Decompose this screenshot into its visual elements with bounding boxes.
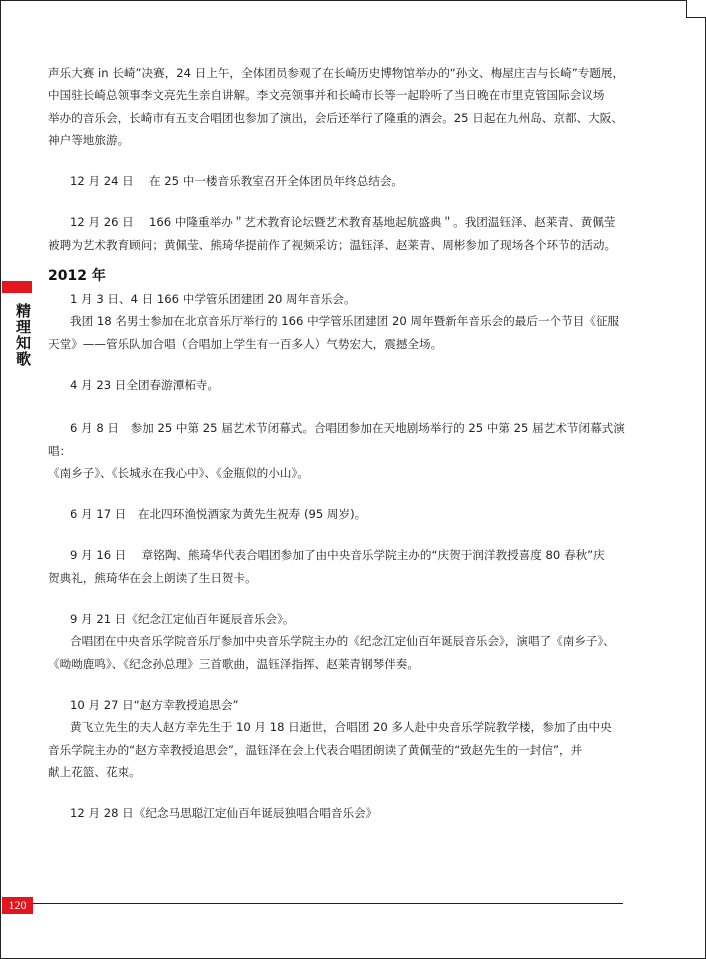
- side-tab-marker: [2, 281, 32, 293]
- text-line: 我团 18 名男士参加在北京音乐厅举行的 166 中学管乐团建团 20 周年暨新年音乐会的最后一个节目《征服: [70, 314, 620, 329]
- text-line: 《呦呦鹿鸣》、《纪念孙总理》三首歌曲，温钰泽指挥、赵莱青钢琴伴奏。: [48, 656, 419, 671]
- text-line: 贺典礼，熊琦华在会上朗读了生日贺卡。: [48, 570, 257, 585]
- text-line: 合唱团在中央音乐学院音乐厅参加中央音乐学院主办的《纪念江定仙百年诞辰音乐会》，演唱了《南乡子》、: [70, 634, 615, 649]
- entry-jun-8: 6 月 8 日 参加 25 中第 25 届艺术节闭幕式。合唱团参加在天地剧场举行的 25 中第 25 届艺术节闭幕式演唱：: [48, 421, 625, 458]
- text-line: 献上花篮、花束。: [48, 764, 141, 779]
- page-body: [48, 62, 626, 824]
- text-line: 天堂》——管乐队加合唱（合唱加上学生有一百多人）气势宏大，震撼全场。: [48, 336, 443, 351]
- corner-mark: [686, 0, 706, 18]
- entry-sep-21: 9 月 21 日《纪念江定仙百年诞辰音乐会》。: [70, 612, 295, 627]
- entry-jan-3: 1 月 3 日、4 日 166 中学管乐团建团 20 周年音乐会。: [70, 292, 356, 307]
- entry-dec-28: 12 月 28 日《纪念马思聪江定仙百年诞辰独唱合唱音乐会》: [70, 806, 378, 821]
- year-heading: 2012 年: [48, 268, 106, 285]
- side-section-title: 精理知歌: [14, 303, 32, 367]
- entry-dec-26: 12 月 26 日 166 中隆重举办＂艺术教育论坛暨艺术教育基地起航盛典＂。我团温钰泽、赵莱青、黄佩莹: [70, 215, 616, 230]
- entry-apr-23: 4 月 23 日全团春游潭柘寺。: [70, 377, 220, 392]
- text-line: 神户等地旅游。: [48, 132, 130, 147]
- text-line: 音乐学院主办的“赵方幸教授追思会”，温钰泽在会上代表合唱团朗读了黄佩莹的“致赵先生的一封信”，并: [48, 742, 583, 757]
- entry-dec-24: 12 月 24 日 在 25 中一楼音乐教室召开全体团员年终总结会。: [70, 174, 404, 189]
- text-line: 中国驻长崎总领事李文亮先生亲自讲解。李文亮领事并和长崎市长等一起聆听了当日晚在市里克管国际会议场: [48, 88, 605, 103]
- page-number: 120: [2, 897, 33, 914]
- text-line: 举办的音乐会，长崎市有五支合唱团也参加了演出，会后还举行了隆重的酒会。25 日起在九州岛、京都、大阪、: [48, 110, 623, 125]
- text-line: 黄飞立先生的夫人赵方幸先生于 10 月 18 日逝世，合唱团 20 多人赴中央音乐学院教学楼，参加了由中央: [70, 720, 612, 735]
- footer-rule: [33, 903, 623, 904]
- text-line: 声乐大赛 in 长崎”决赛，24 日上午，全体团员参观了在长崎历史博物馆举办的“孙文、梅屋庄吉与长崎”专题展，: [48, 66, 625, 80]
- entry-oct-27: 10 月 27 日“赵方幸教授追思会”: [70, 697, 239, 712]
- text-line: 《南乡子》、《长城永在我心中》、《金瓶似的小山》。: [48, 465, 309, 480]
- text-line: 被聘为艺术教育顾问；黄佩莹、熊琦华提前作了视频采访；温钰泽、赵莱青、周彬参加了现场各个环节的活动。: [48, 237, 617, 252]
- entry-sep-16: 9 月 16 日 章铭陶、熊琦华代表合唱团参加了由中央音乐学院主办的“庆贺于润洋教授喜度 80 春秋”庆: [70, 548, 605, 563]
- entry-jun-17: 6 月 17 日 在北四环渔悦酒家为黄先生祝寿 (95 周岁)。: [70, 507, 367, 522]
